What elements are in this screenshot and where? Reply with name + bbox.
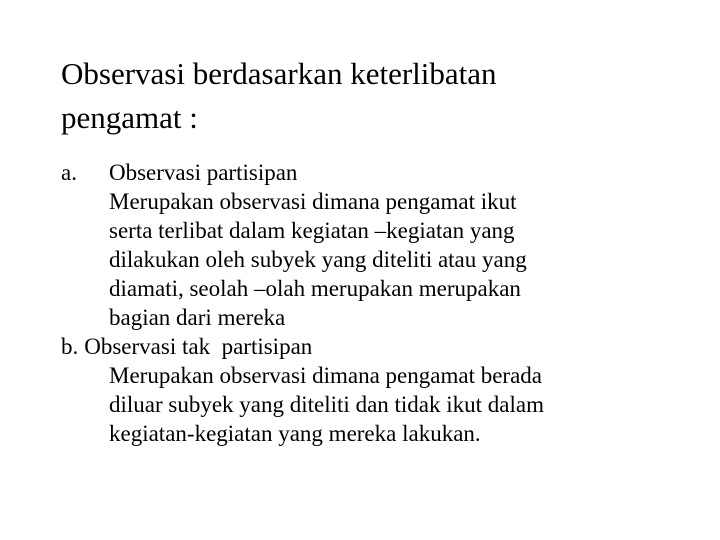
list-item-a	[61, 158, 701, 332]
body-line: diluar subyek yang diteliti dan tidak ikut dalam	[109, 392, 544, 417]
body-line: bagian dari mereka	[109, 305, 286, 330]
item-heading: Observasi tak partisipan	[84, 334, 313, 359]
item-marker: a.	[61, 160, 77, 185]
slide-title	[61, 52, 681, 140]
title-line-2: pengamat :	[61, 100, 198, 135]
body-line: kegiatan-kegiatan yang mereka lakukan.	[109, 421, 481, 446]
content-body	[61, 158, 701, 448]
body-line: serta terlibat dalam kegiatan –kegiatan yang	[109, 218, 515, 243]
item-body	[109, 187, 701, 332]
body-line: diamati, seolah –olah merupakan merupakan	[109, 276, 521, 301]
item-body	[109, 361, 701, 448]
body-line: Merupakan observasi dimana pengamat berada	[109, 363, 542, 388]
item-marker: b.	[61, 334, 79, 359]
body-line: dilakukan oleh subyek yang diteliti atau yang	[109, 247, 527, 272]
item-heading: Observasi partisipan	[109, 160, 298, 185]
list-item-b	[61, 332, 701, 448]
title-line-1: Observasi berdasarkan keterlibatan	[61, 56, 497, 91]
item-heading-row	[61, 158, 701, 187]
body-line: Merupakan observasi dimana pengamat ikut	[109, 189, 517, 214]
item-heading-row	[61, 332, 701, 361]
